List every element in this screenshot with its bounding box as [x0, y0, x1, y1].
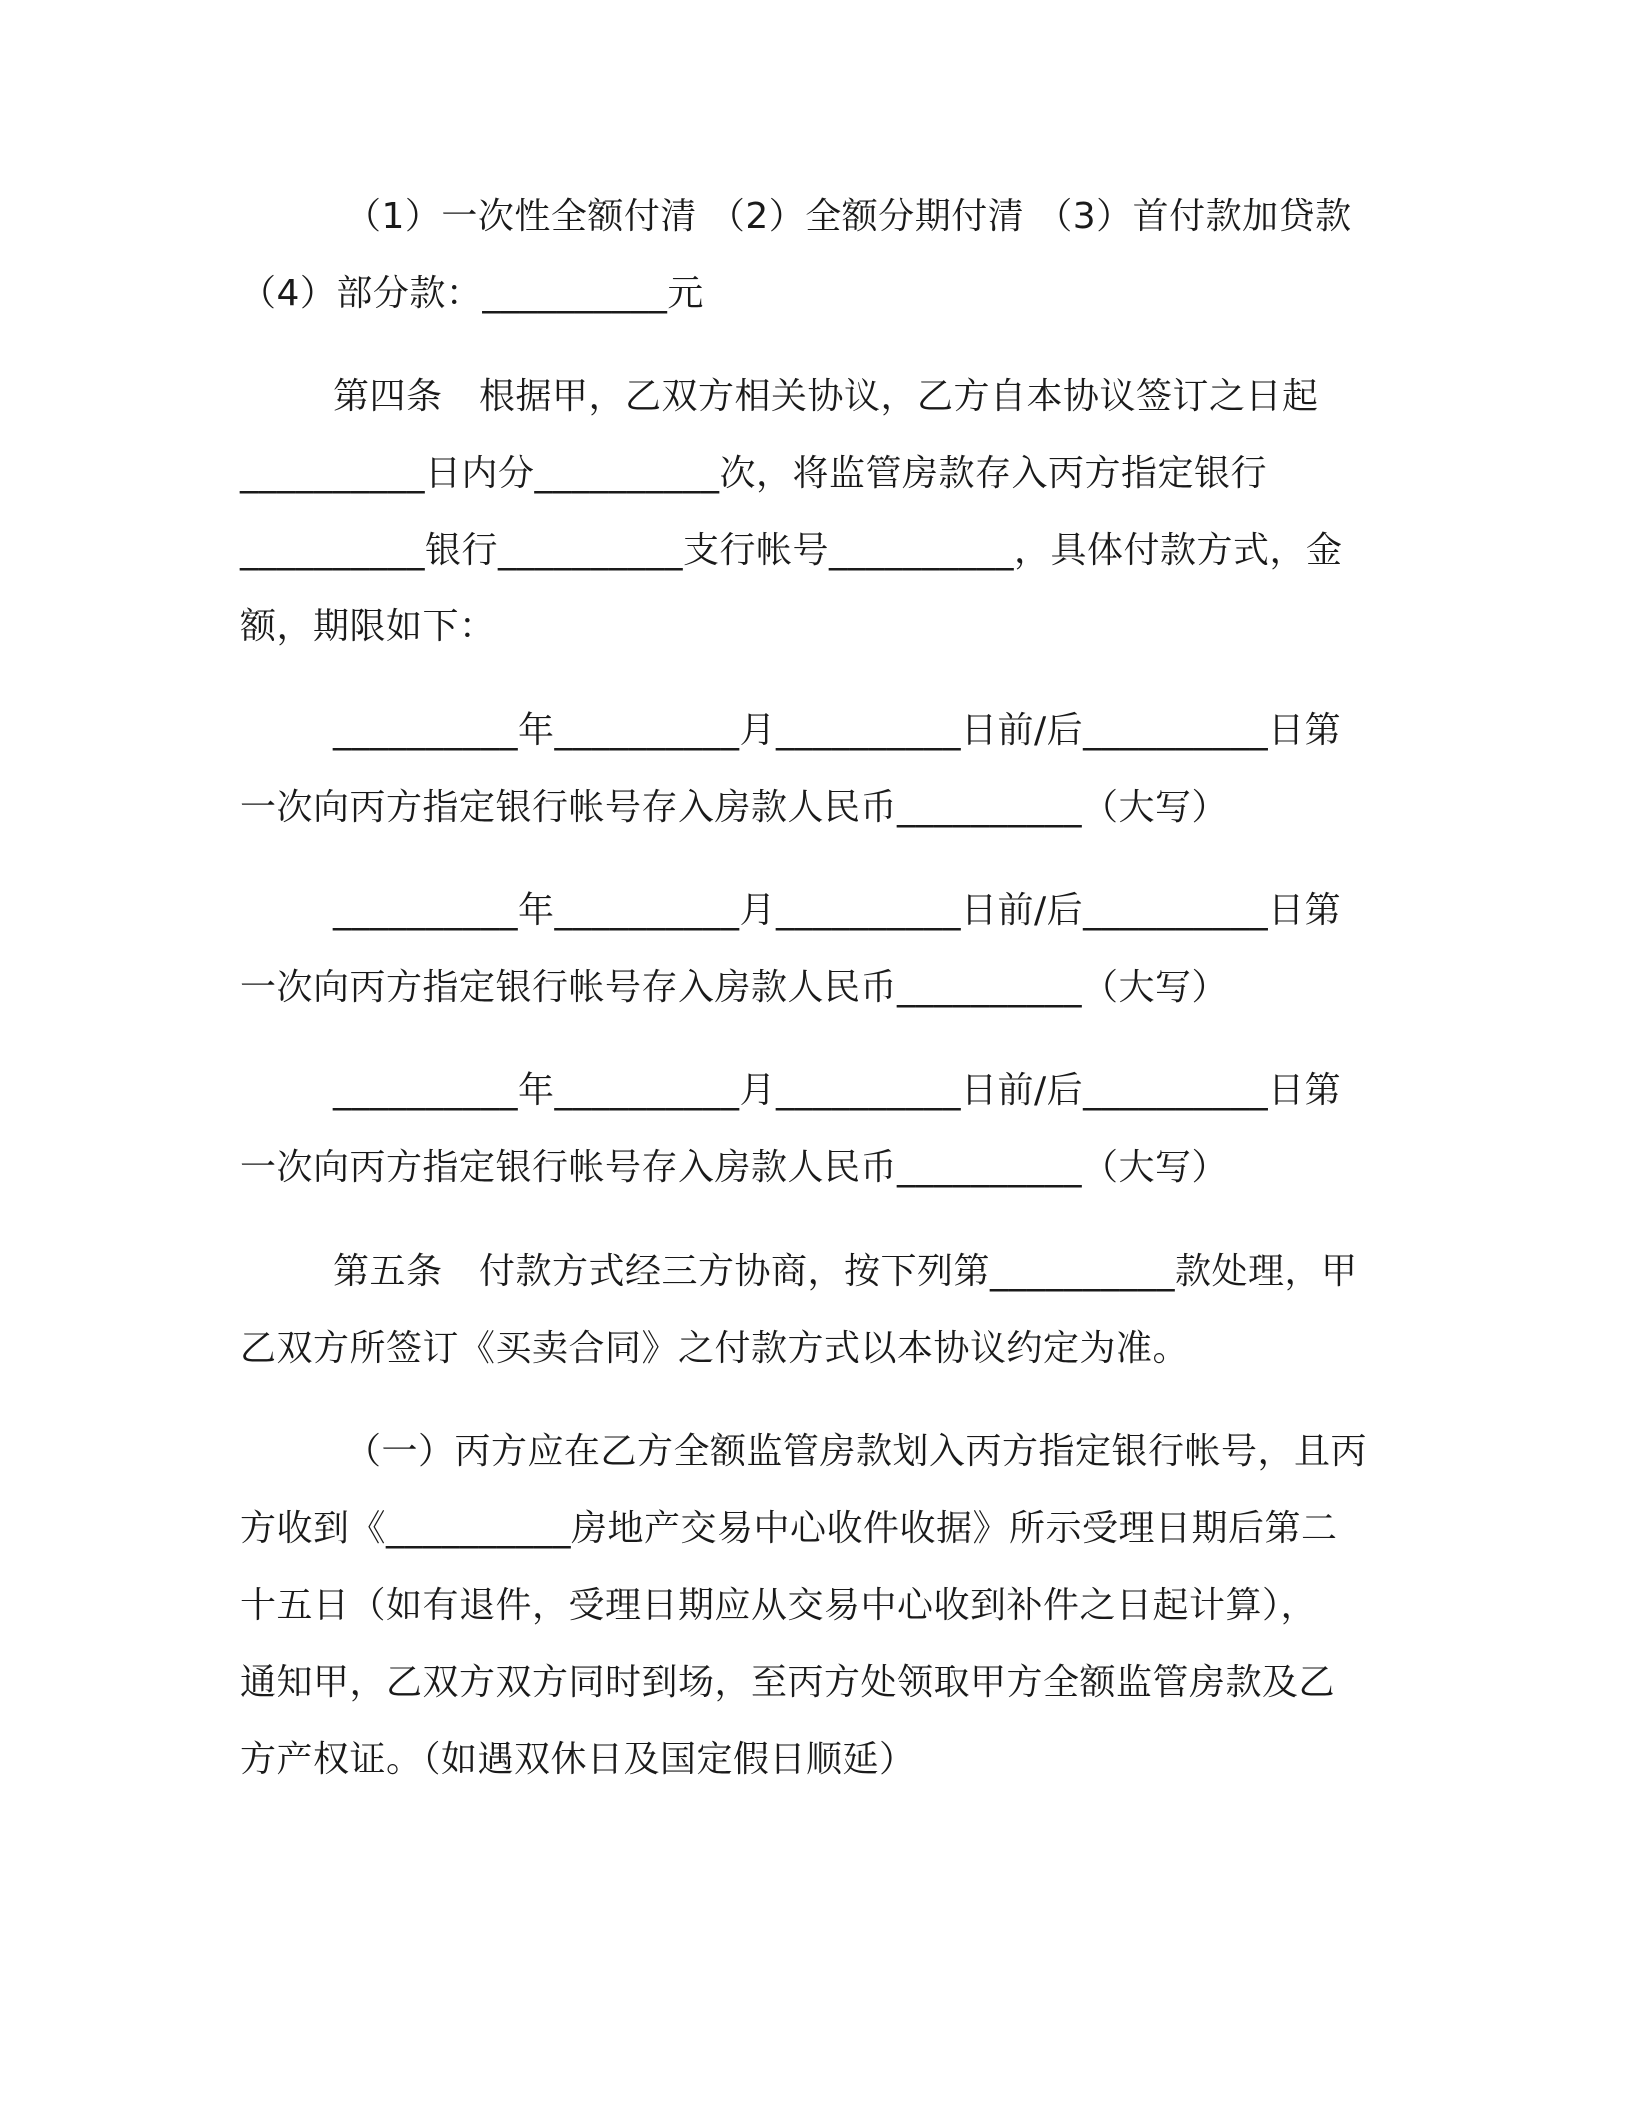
- installment-1-line-2: 一次向丙方指定银行帐号存入房款人民币__________（大写）: [240, 787, 1229, 828]
- article-5-line-1: 第五条 付款方式经三方协商，按下列第__________款处理，甲: [333, 1251, 1358, 1292]
- installment-3-line-2: 一次向丙方指定银行帐号存入房款人民币__________（大写）: [240, 1147, 1229, 1188]
- clause-1-line-1: （一）丙方应在乙方全额监管房款划入丙方指定银行帐号，且丙: [345, 1431, 1368, 1472]
- clause-1-line-5: 方产权证。（如遇双休日及国定假日顺延）: [240, 1739, 916, 1780]
- payment-options-line-2: （4）部分款：__________元: [240, 273, 704, 314]
- installment-3-line-1: __________年__________月__________日前/后__________日第: [333, 1070, 1342, 1111]
- payment-options-line-1: （1）一次性全额付清 （2）全额分期付清 （3）首付款加贷款: [345, 196, 1352, 237]
- article-4-line-1: 第四条 根据甲，乙双方相关协议，乙方自本协议签订之日起: [333, 376, 1319, 417]
- clause-1-line-4: 通知甲，乙双方双方同时到场，至丙方处领取甲方全额监管房款及乙: [240, 1662, 1336, 1703]
- article-4-line-3: __________银行__________支行帐号__________，具体付款方式，金: [240, 530, 1343, 571]
- clause-1-line-3: 十五日（如有退件，受理日期应从交易中心收到补件之日起计算），: [240, 1585, 1318, 1626]
- installment-1-line-1: __________年__________月__________日前/后__________日第: [333, 710, 1342, 751]
- clause-1-line-2: 方收到《__________房地产交易中心收件收据》所示受理日期后第二: [240, 1508, 1338, 1549]
- article-4-line-2: __________日内分__________次，将监管房款存入丙方指定银行: [240, 453, 1268, 494]
- article-5-line-2: 乙双方所签订《买卖合同》之付款方式以本协议约定为准。: [240, 1328, 1190, 1369]
- article-4-line-4: 额，期限如下：: [240, 606, 496, 647]
- installment-2-line-2: 一次向丙方指定银行帐号存入房款人民币__________（大写）: [240, 967, 1229, 1008]
- installment-2-line-1: __________年__________月__________日前/后__________日第: [333, 890, 1342, 931]
